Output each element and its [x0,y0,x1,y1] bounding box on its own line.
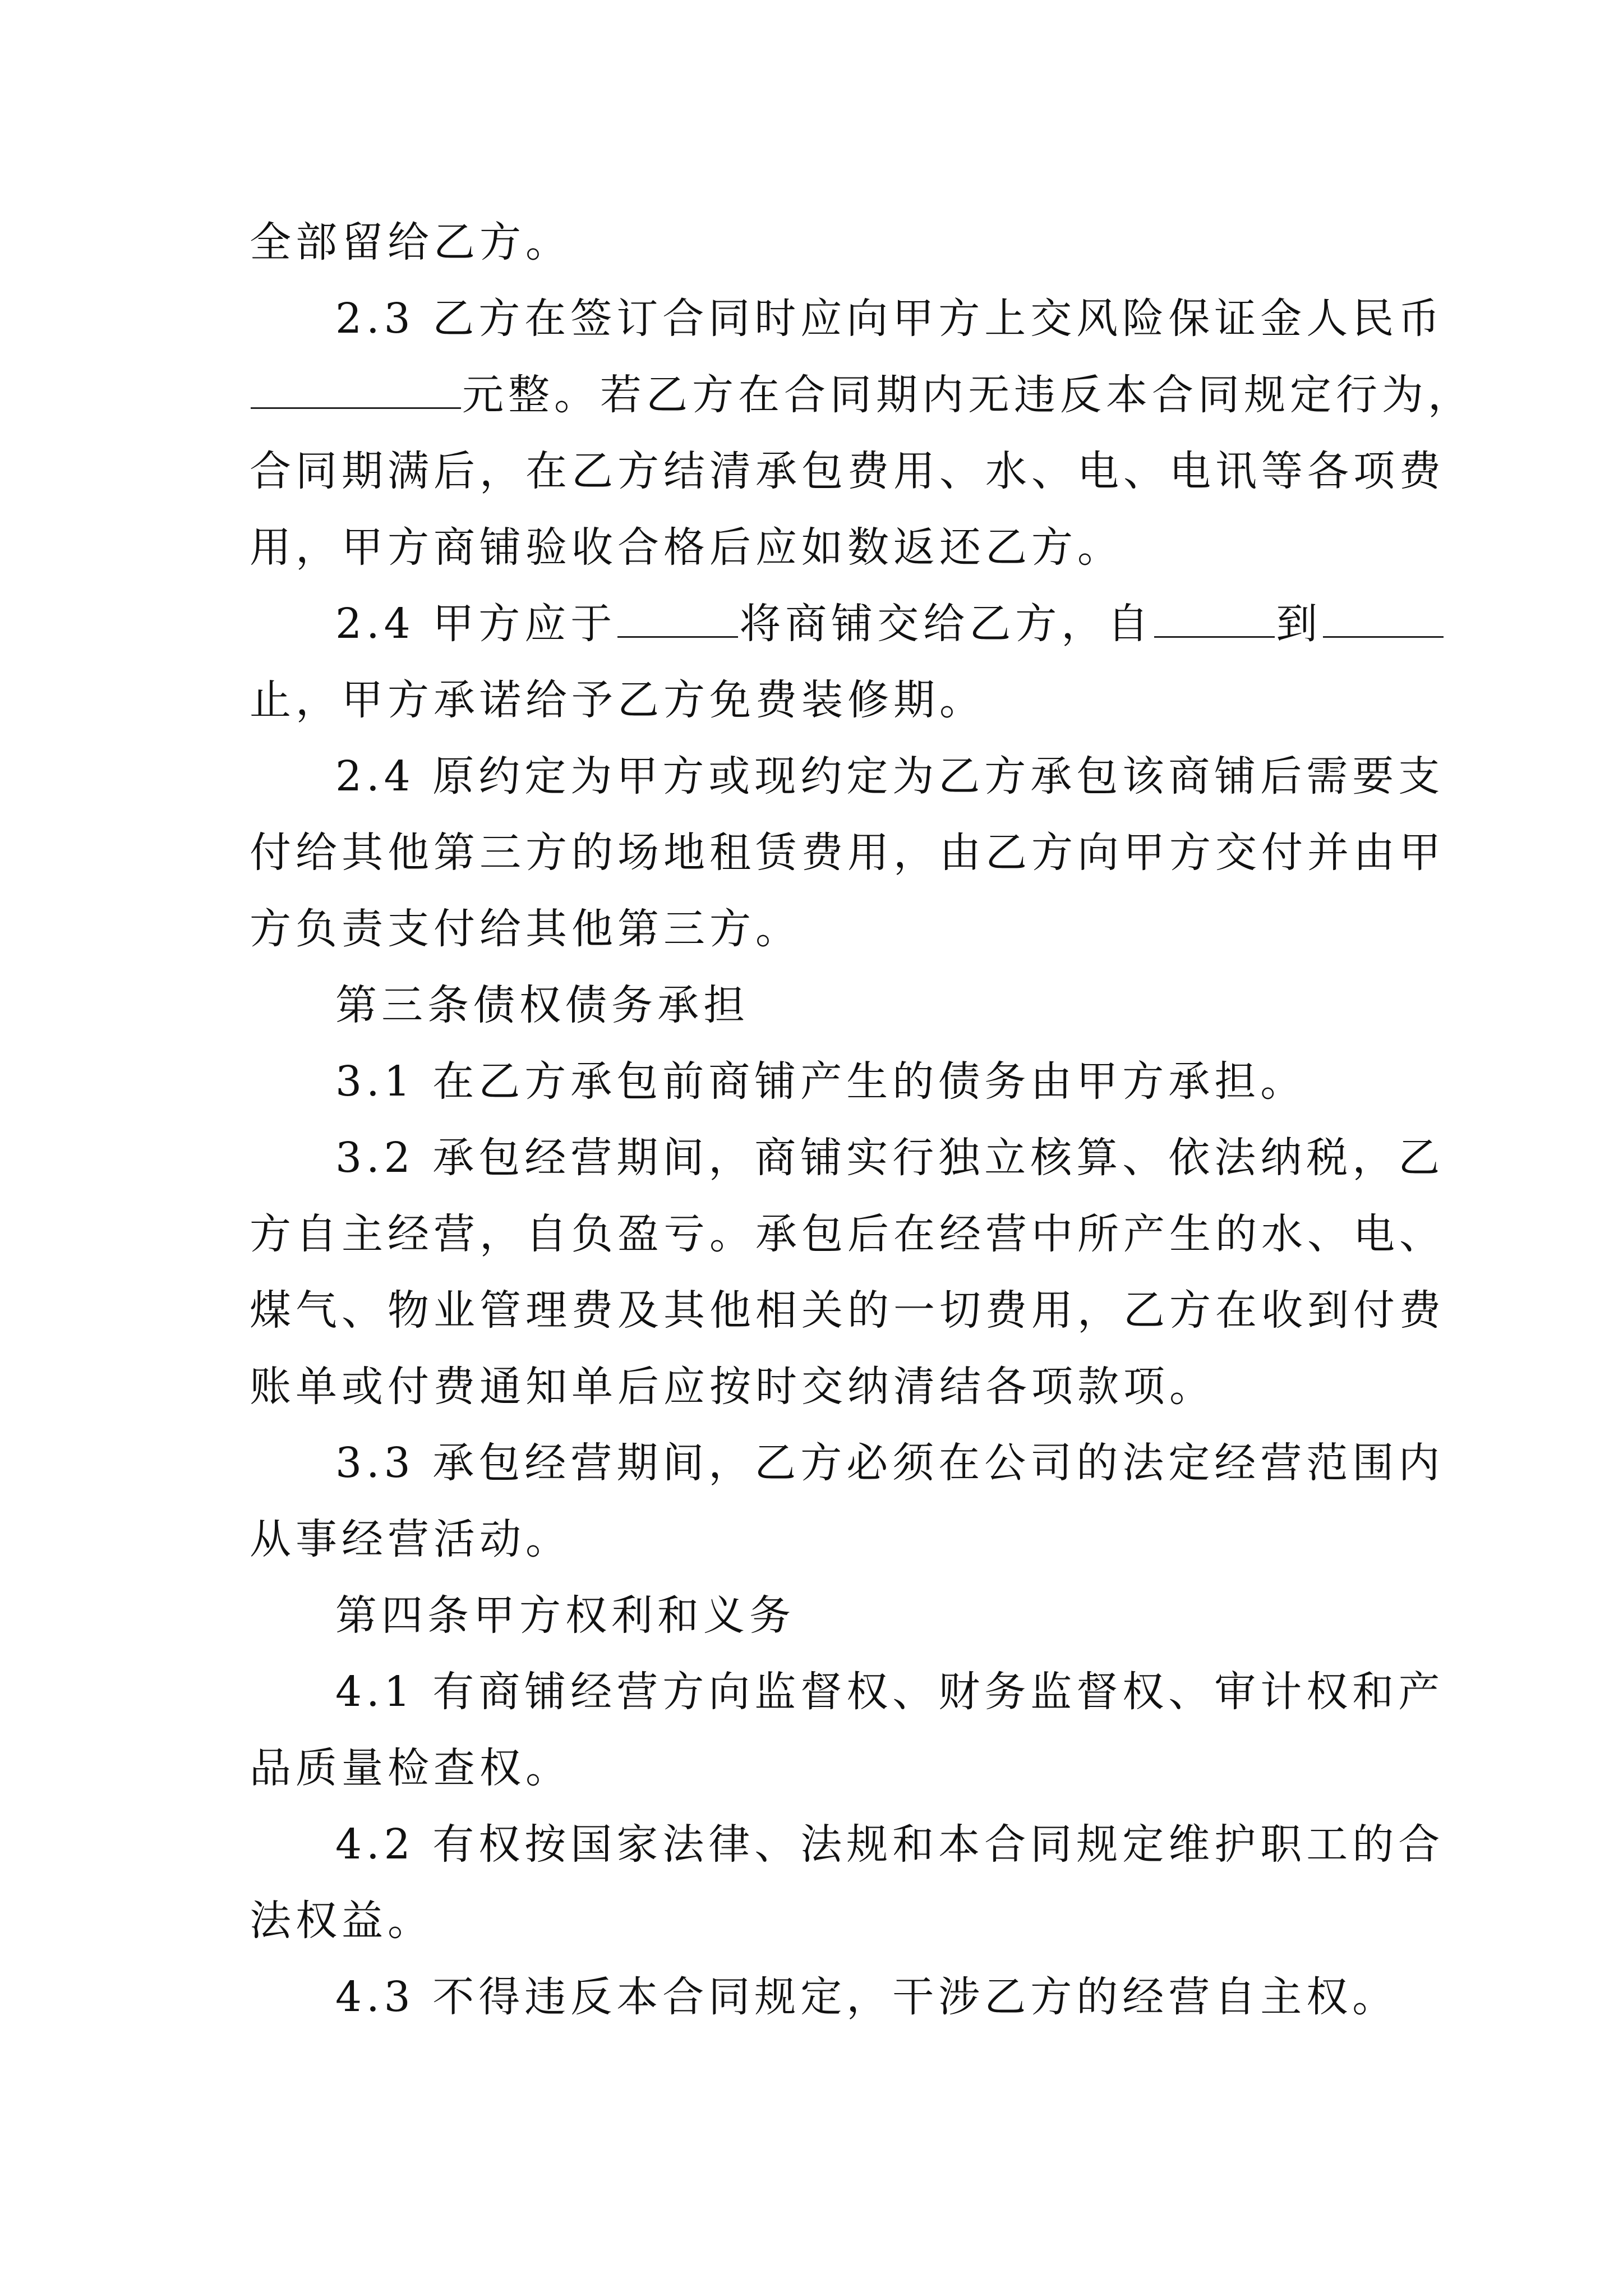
text-line: 账单或付费通知单后应按时交纳清结各项款项。 [250,1363,1215,1411]
text-line: 4.2 有权按国家法律、法规和本合同规定维护职工的合 [335,1820,1445,1869]
text-line: 4.1 有商铺经营方向监督权、财务监督权、审计权和产 [335,1668,1445,1716]
text-line: 2.3 乙方在签订合同时应向甲方上交风险保证金人民币 [335,295,1445,343]
text-line: 方负责支付给其他第三方。 [250,905,801,953]
text-line: 付给其他第三方的场地租赁费用，由乙方向甲方交付并由甲 [250,829,1445,877]
blank-date [617,599,738,638]
text-line: 止，甲方承诺给予乙方免费装修期。 [250,676,985,724]
text-line: 方自主经营，自负盈亏。承包后在经营中所产生的水、电、 [250,1210,1445,1258]
text-line: 用，甲方商铺验收合格后应如数返还乙方。 [250,523,1123,572]
text-segment: 2.4 甲方应于 [335,600,617,648]
text-segment: 将商铺交给乙方，自 [739,600,1154,648]
blank-end-date [1323,599,1444,638]
text-segment: 到 [1276,600,1322,648]
text-line: 4.3 不得违反本合同规定，干涉乙方的经营自主权。 [335,1973,1399,2021]
text-line [335,596,1445,652]
text-line: 品质量检查权。 [250,1744,571,1792]
text-line [250,367,1474,423]
text-segment: 元整。若乙方在合同期内无违反本合同规定行为， [462,371,1474,419]
text-line: 2.4 原约定为甲方或现约定为乙方承包该商铺后需要支 [335,752,1445,800]
text-line: 从事经营活动。 [250,1515,571,1563]
text-line: 全部留给乙方。 [250,218,571,266]
blank-start-date [1154,599,1275,638]
section-heading: 第四条甲方权利和义务 [335,1591,795,1640]
text-line: 3.2 承包经营期间，商铺实行独立核算、依法纳税，乙 [335,1134,1445,1182]
text-line: 3.1 在乙方承包前商铺产生的债务由甲方承担。 [335,1057,1307,1106]
blank-amount [251,370,461,409]
text-line: 法权益。 [250,1897,434,1945]
text-line: 合同期满后，在乙方结清承包费用、水、电、电讯等各项费 [250,447,1445,495]
section-heading: 第三条债权债务承担 [335,981,749,1029]
text-line: 煤气、物业管理费及其他相关的一切费用，乙方在收到付费 [250,1286,1445,1335]
text-line: 3.3 承包经营期间，乙方必须在公司的法定经营范围内 [335,1439,1445,1487]
